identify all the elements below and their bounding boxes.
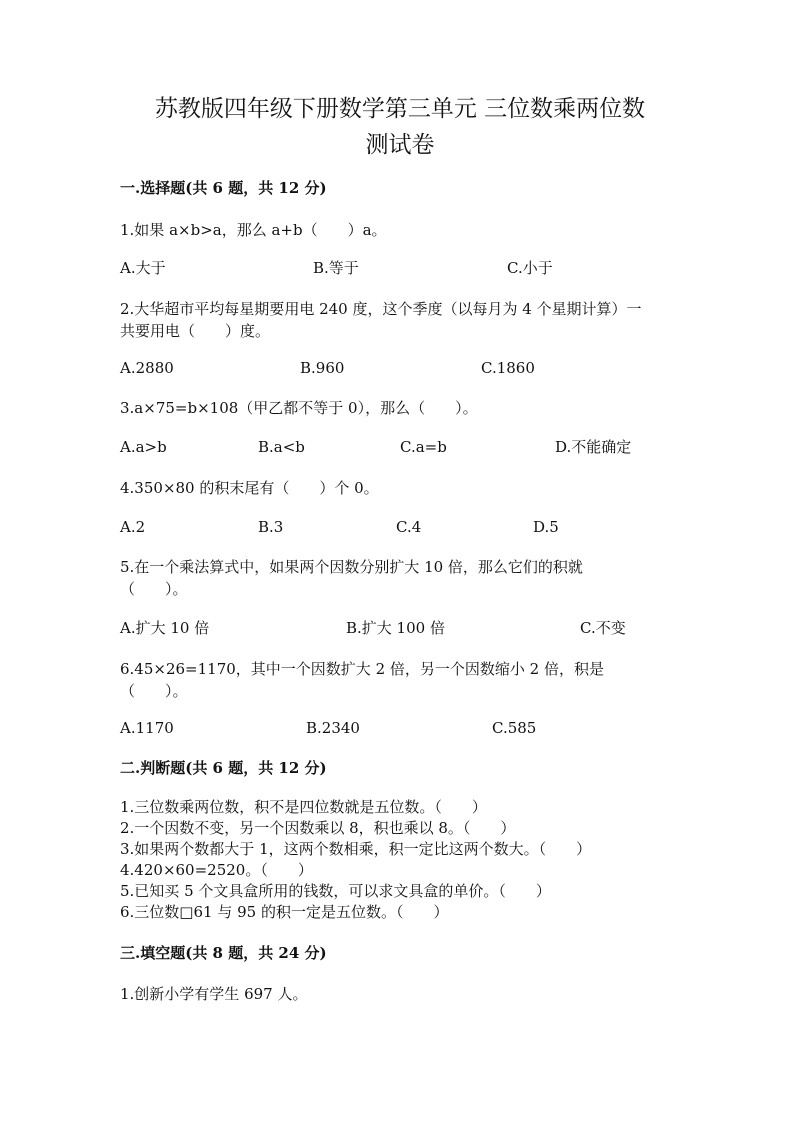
question-1-option-c: C.小于 [507,259,553,277]
question-6-stem [120,658,680,702]
question-3-option-a: A.a>b [120,438,167,456]
question-3-option-b: B.a<b [258,438,305,456]
question-1-option-b: B.等于 [313,259,359,277]
question-5-option-b: B.扩大 100 倍 [346,619,445,637]
question-stem-line: 共要用电（ ）度。 [120,322,271,340]
question-2-option-a: A.2880 [120,359,174,377]
question-stem-line: 5.在一个乘法算式中，如果两个因数分别扩大 10 倍，那么它们的积就 [120,558,583,576]
question-2-option-b: B.960 [300,359,345,377]
question-stem-line: （ ）。 [120,682,188,700]
question-stem-line: 3.a×75=b×108（甲乙都不等于 0），那么（ ）。 [120,399,478,417]
question-5-option-c: C.不变 [580,619,626,637]
question-6-option-b: B.2340 [306,719,360,737]
section-heading-choice: 一.选择题(共 6 题，共 12 分) [120,179,327,197]
question-1-option-a: A.大于 [120,259,166,277]
true-false-item-1: 1.三位数乘两位数，积不是四位数就是五位数。（ ） [120,798,487,816]
page-title-line1: 苏教版四年级下册数学第三单元 三位数乘两位数 [154,96,646,122]
question-2-stem [120,298,680,342]
section-heading-true-false: 二.判断题(共 6 题，共 12 分) [120,759,327,777]
true-false-item-4: 4.420×60=2520。（ ） [120,861,313,879]
question-stem-line: 1.如果 a×b>a，那么 a+b（ ）a。 [120,221,387,239]
question-6-option-c: C.585 [492,719,537,737]
question-4-option-c: C.4 [396,518,422,536]
question-stem-line: （ ）。 [120,580,188,598]
question-3-option-d: D.不能确定 [555,438,632,456]
page-title-line2: 测试卷 [365,132,435,158]
question-stem-line: 6.45×26=1170，其中一个因数扩大 2 倍，另一个因数缩小 2 倍，积是 [120,660,604,678]
true-false-item-2: 2.一个因数不变，另一个因数乘以 8，积也乘以 8。（ ） [120,819,516,837]
section-heading-fill-in: 三.填空题(共 8 题，共 24 分) [120,944,327,962]
true-false-item-3: 3.如果两个数都大于 1，这两个数相乘，积一定比这两个数大。（ ） [120,840,592,858]
question-6-option-a: A.1170 [120,719,174,737]
question-stem-line: 2.大华超市平均每星期要用电 240 度，这个季度（以每月为 4 个星期计算）一 [120,300,642,318]
question-3-option-c: C.a=b [400,438,447,456]
question-4-stem [120,477,680,499]
fill-in-item-1: 1.创新小学有学生 697 人。 [120,985,308,1003]
question-4-option-a: A.2 [120,518,146,536]
question-4-option-b: B.3 [258,518,284,536]
question-5-stem [120,556,680,600]
question-3-stem [120,397,680,419]
question-1-stem [120,219,680,241]
question-5-option-a: A.扩大 10 倍 [120,619,210,637]
true-false-item-6: 6.三位数□61 与 95 的积一定是五位数。（ ） [120,903,449,921]
question-4-option-d: D.5 [533,518,559,536]
question-2-option-c: C.1860 [481,359,535,377]
true-false-item-5: 5.已知买 5 个文具盒所用的钱数，可以求文具盒的单价。（ ） [120,882,551,900]
question-stem-line: 4.350×80 的积末尾有（ ）个 0。 [120,479,379,497]
